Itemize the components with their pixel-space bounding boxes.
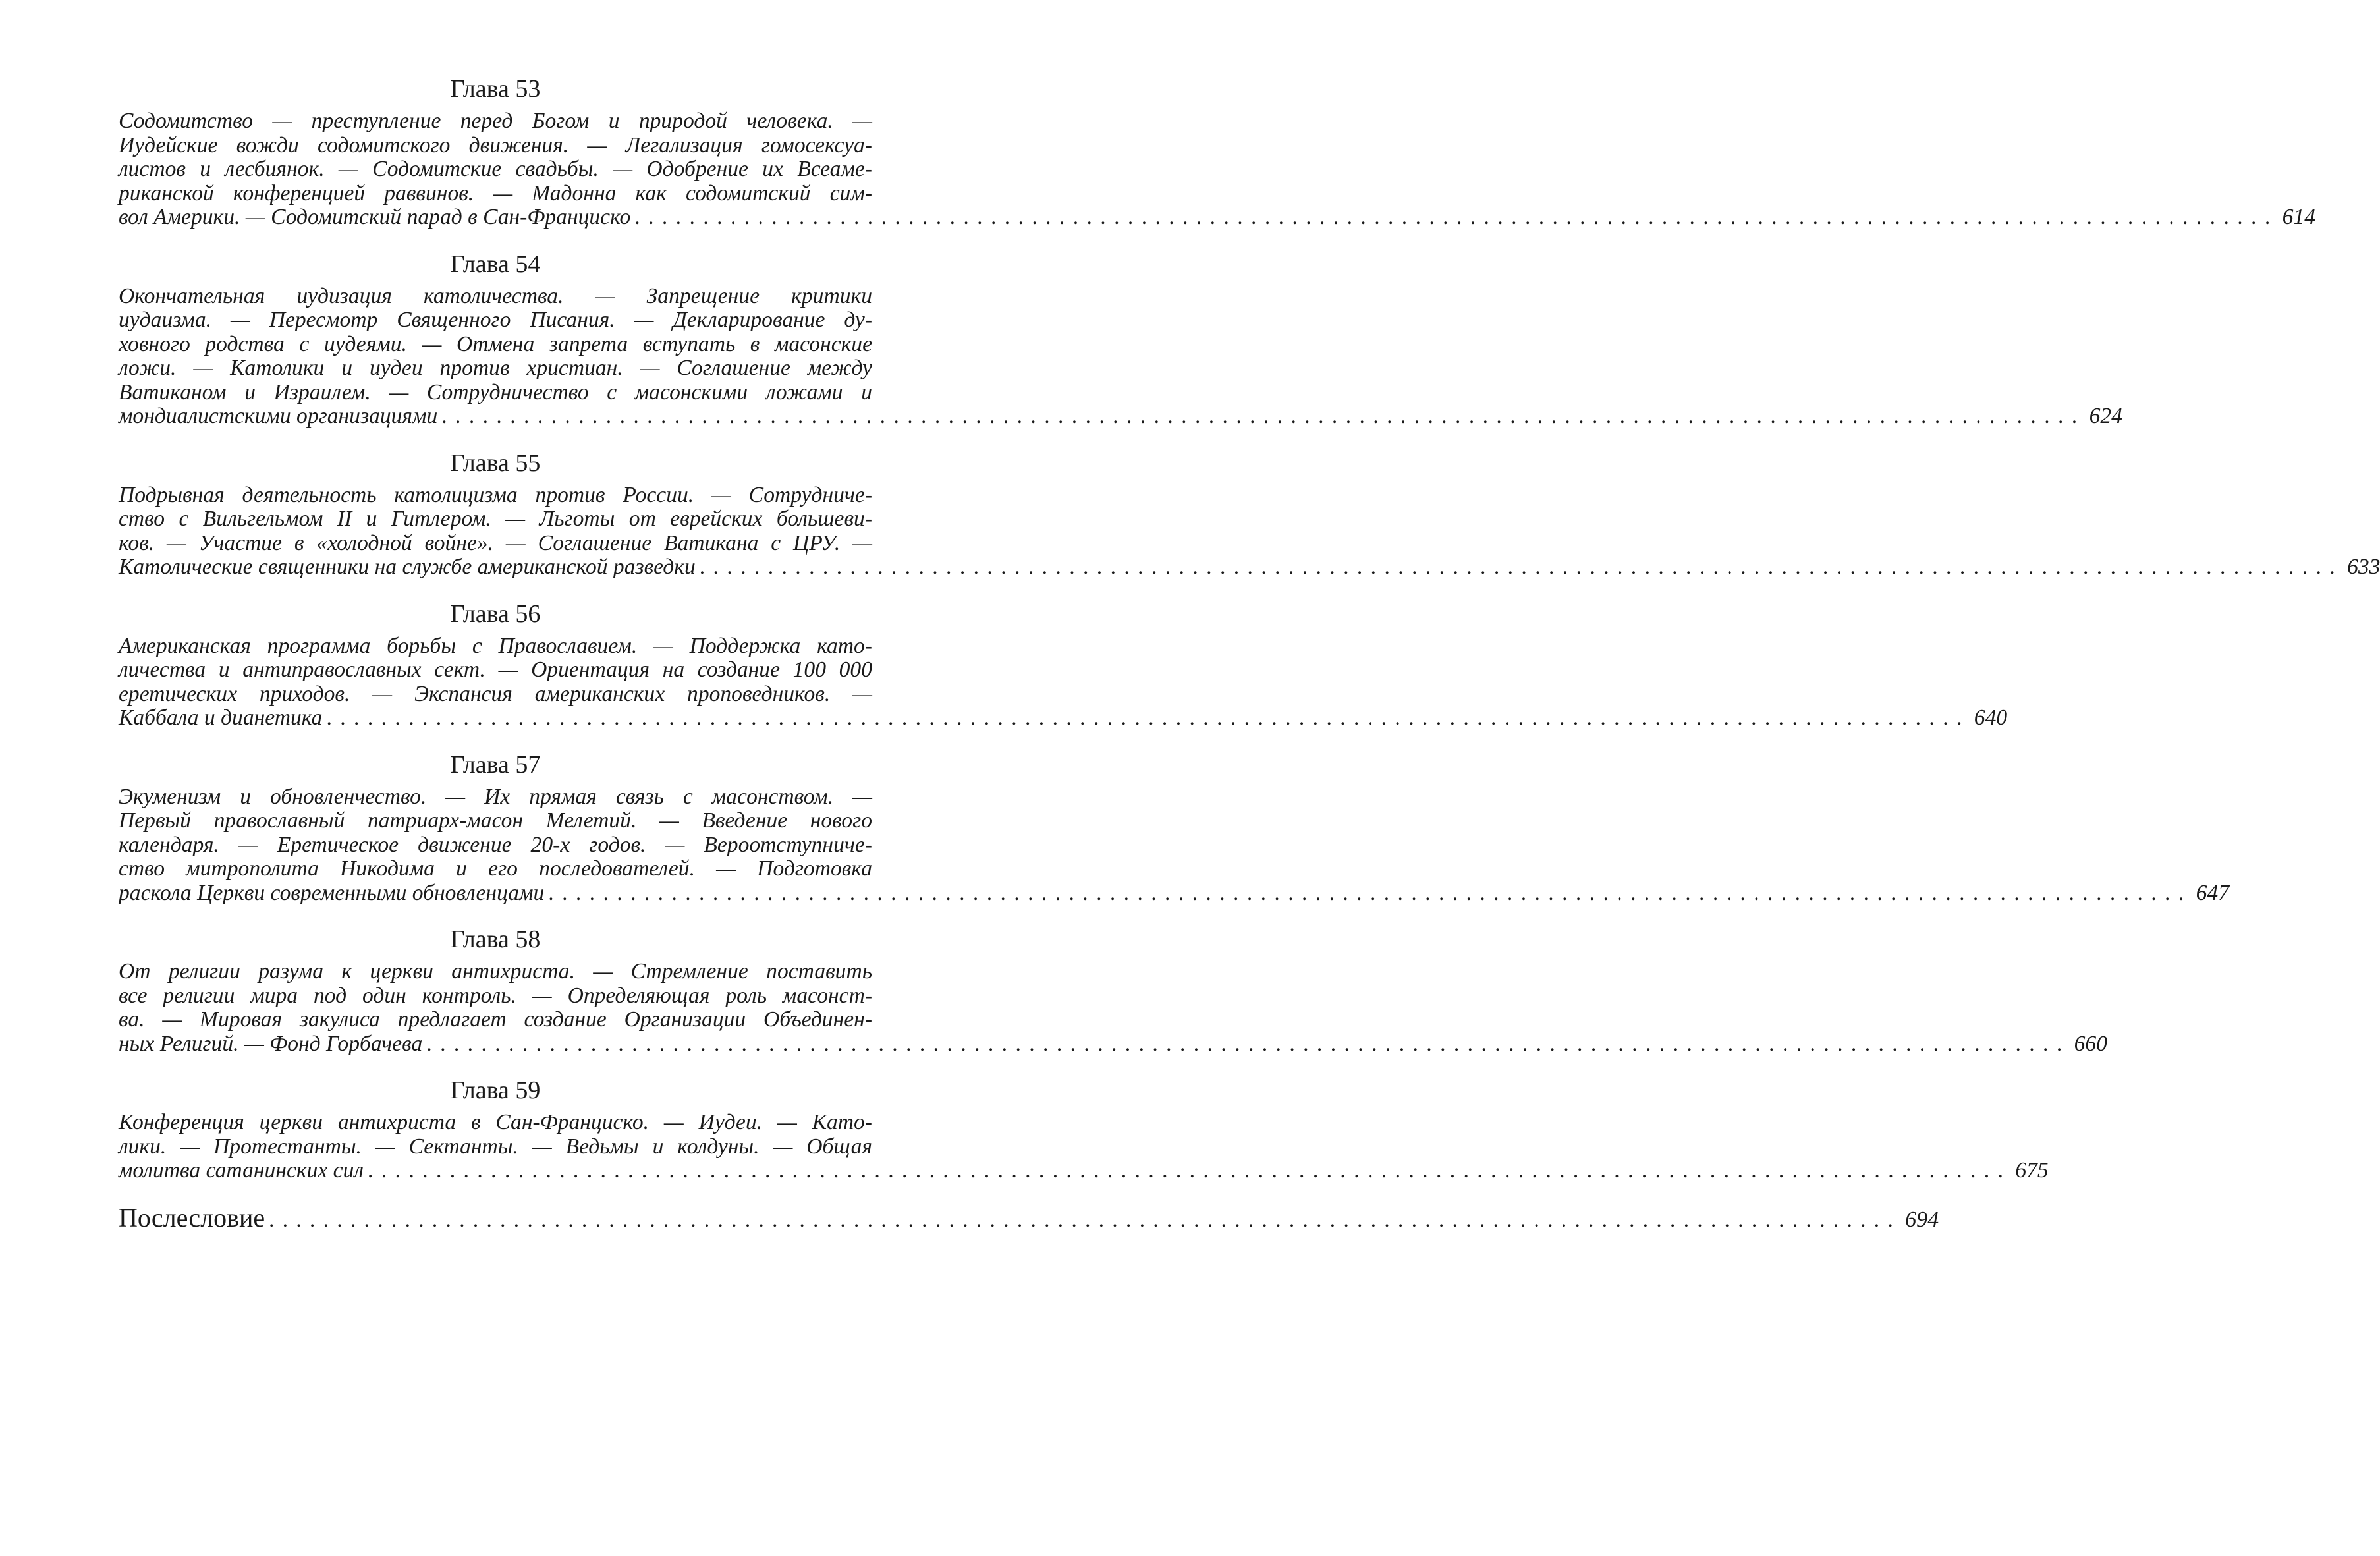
- synopsis-line: лики. — Протестанты. — Сектанты. — Ведьмы и колдуны. — Общая: [119, 1134, 872, 1159]
- synopsis-line-text: вол Америки. — Содомитский парад в Сан-Франциско: [119, 205, 631, 229]
- table-of-contents: [119, 74, 2380, 1236]
- dot-leader: ........................................................................................................................: [441, 404, 2086, 428]
- page-number: 633: [2347, 555, 2380, 579]
- chapter-title: Глава 56: [450, 599, 541, 628]
- synopsis-line: ховного родства с иудеями. — Отмена запрета вступать в масонские: [119, 331, 872, 356]
- synopsis-last-line: [119, 404, 2122, 429]
- dot-leader: ........................................................................................................................: [634, 205, 2279, 229]
- chapter-59: [119, 1075, 2049, 1183]
- page-number: 660: [2074, 1031, 2107, 1056]
- page-number: 640: [1974, 706, 2008, 730]
- synopsis-line: Экуменизм и обновленчество. — Их прямая связь с масонством. —: [119, 784, 872, 809]
- synopsis-line: ство митрополита Никодима и его последователей. — Подготовка: [119, 856, 872, 881]
- synopsis-line-text: Каббала и дианетика: [119, 706, 323, 730]
- chapter-58: [119, 924, 2107, 1056]
- page-number: 614: [2282, 205, 2316, 229]
- synopsis-line: Окончательная иудизация католичества. — Запрещение критики: [119, 283, 872, 308]
- synopsis-line: ва. — Мировая закулиса предлагает создание Организации Объединен-: [119, 1007, 872, 1032]
- chapter-synopsis: [119, 1110, 2049, 1183]
- synopsis-line: Иудейские вожди содомитского движения. — Легализация гомосексуа-: [119, 132, 872, 157]
- synopsis-last-line: [119, 1031, 2107, 1057]
- synopsis-last-line: [119, 706, 2008, 731]
- chapter-57: [119, 750, 2230, 906]
- synopsis-line: Первый православный патриарх-масон Мелетий. — Введение нового: [119, 808, 872, 833]
- synopsis-last-line: [119, 555, 2380, 580]
- synopsis-line: Конференция церкви антихриста в Сан-Франциско. — Иудеи. — Като-: [119, 1110, 872, 1134]
- chapter-synopsis: [119, 959, 2107, 1056]
- chapter-synopsis: [119, 283, 2122, 429]
- chapter-title: Глава 53: [450, 75, 541, 103]
- synopsis-line: Американская программа борьбы с Православием. — Поддержка като-: [119, 633, 872, 658]
- synopsis-last-line: [119, 1158, 2049, 1183]
- synopsis-line-text: мондиалистскими организациями: [119, 404, 438, 428]
- synopsis-line: От религии разума к церкви антихриста. — Стремление поставить: [119, 959, 872, 984]
- chapter-53: [119, 74, 2316, 230]
- chapter-synopsis: [119, 482, 2380, 580]
- page-number: 624: [2089, 404, 2122, 428]
- chapter-56: [119, 599, 2008, 731]
- chapter-synopsis: [119, 784, 2230, 906]
- dot-leader: ........................................................................................................................: [426, 1031, 2070, 1056]
- synopsis-line-text: Католические священники на службе американской разведки: [119, 555, 696, 579]
- synopsis-line: все религии мира под один контроль. — Определяющая роль масонст-: [119, 983, 872, 1008]
- synopsis-line: риканской конференцией раввинов. — Мадонна как содомитский сим-: [119, 181, 872, 206]
- dot-leader: ........................................................................................................................: [326, 706, 1970, 730]
- chapter-synopsis: [119, 109, 2316, 230]
- synopsis-line: календаря. — Еретическое движение 20-х годов. — Вероотступниче-: [119, 832, 872, 857]
- page-number: 675: [2015, 1158, 2049, 1182]
- dot-leader: ........................................................................................................................: [699, 555, 2344, 579]
- synopsis-line-text: раскола Церкви современными обновленцами: [119, 880, 545, 905]
- synopsis-line: ложи. — Католики и иудеи против христиан. — Соглашение между: [119, 356, 872, 380]
- chapter-title: Глава 58: [450, 926, 541, 953]
- synopsis-line: Содомитство — преступление перед Богом и природой человека. —: [119, 109, 872, 133]
- chapter-54: [119, 249, 2122, 429]
- synopsis-line: Ватиканом и Израилем. — Сотрудничество с масонскими ложами и: [119, 379, 872, 404]
- synopsis-line: ков. — Участие в «холодной войне». — Соглашение Ватикана с ЦРУ. —: [119, 530, 872, 555]
- page-number: 647: [2196, 880, 2230, 905]
- dot-leader: ........................................................................................................................: [368, 1158, 2012, 1182]
- synopsis-line: ство с Вильгельмом II и Гитлером. — Льготы от еврейских большеви-: [119, 507, 872, 531]
- synopsis-line-text: молитва сатанинских сил: [119, 1158, 364, 1182]
- chapter-55: [119, 448, 2380, 580]
- synopsis-line: иудаизма. — Пересмотр Священного Писания. — Декларирование ду-: [119, 308, 872, 332]
- synopsis-last-line: [119, 880, 2230, 906]
- synopsis-line: еретических приходов. — Экспансия американских проповедников. —: [119, 681, 872, 706]
- chapter-title: Глава 54: [450, 250, 541, 278]
- synopsis-line: листов и лесбиянок. — Содомитские свадьбы. — Одобрение их Всеаме-: [119, 157, 872, 181]
- chapter-synopsis: [119, 633, 2008, 731]
- synopsis-line: Подрывная деятельность католицизма против России. — Сотрудниче-: [119, 482, 872, 507]
- synopsis-line: личества и антиправославных сект. — Ориентация на создание 100 000: [119, 657, 872, 682]
- chapter-title: Глава 59: [450, 1076, 541, 1104]
- synopsis-line-text: ных Религий. — Фонд Горбачева: [119, 1031, 423, 1056]
- dot-leader: ........................................................................................................................: [548, 880, 2192, 905]
- chapter-title: Глава 57: [450, 750, 541, 779]
- synopsis-last-line: [119, 205, 2316, 230]
- afterword-title: Послесловие: [119, 1202, 265, 1233]
- page-number: 694: [1905, 1207, 1939, 1232]
- afterword-entry: [119, 1202, 1939, 1236]
- chapter-title: Глава 55: [450, 449, 541, 477]
- dot-leader: ........................................................................................................................: [269, 1208, 1902, 1232]
